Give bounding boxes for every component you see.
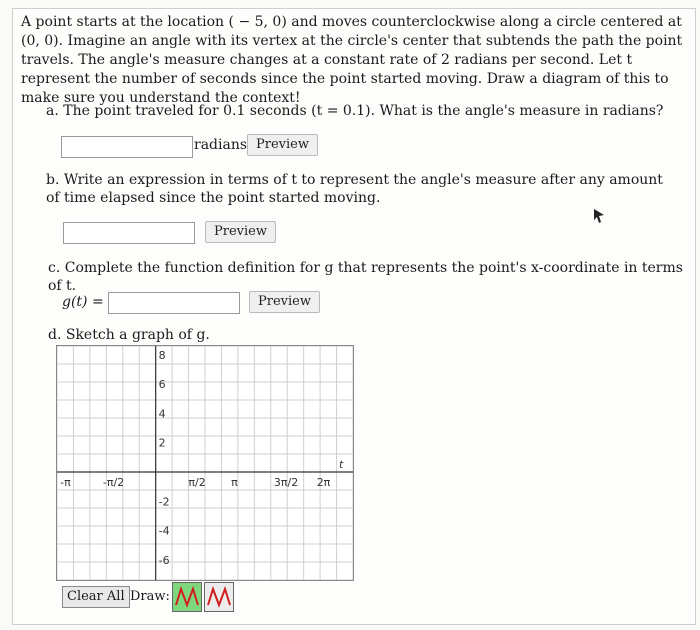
- part-a-answer-input[interactable]: [61, 136, 193, 158]
- part-c-answer-input[interactable]: [108, 292, 240, 314]
- x-tick-label: 3π/2: [273, 476, 299, 489]
- part-b-preview-button[interactable]: Preview: [205, 221, 276, 243]
- problem-intro: A point starts at the location ( − 5, 0) and moves counterclockwise along a circle centered at (0, 0). Imagine an angle with its vertex at the circle's center that subtends the path the point travels. The angle's measure changes at a constant rate of 2 radians per second. Let t represent the number of seconds since the point started moving. Draw a diagram of this to make sure you understand the context!: [21, 14, 683, 106]
- x-tick-label: -π: [60, 476, 71, 489]
- draw-toolbar: [62, 582, 240, 612]
- part-d-question: d. Sketch a graph of g.: [48, 327, 210, 343]
- part-b-question: b. Write an expression in terms of t to represent the angle's measure after any amount of time elapsed since the point started moving.: [46, 172, 663, 206]
- part-b-answer-input[interactable]: [63, 222, 195, 244]
- part-c-preview-button[interactable]: Preview: [249, 291, 320, 313]
- y-tick-label: 8: [158, 348, 166, 362]
- part-c-function-label: g(t) =: [62, 294, 104, 310]
- y-tick-label: 2: [158, 436, 166, 450]
- draw-label: Draw:: [130, 589, 170, 604]
- part-c-question: c. Complete the function definition for g that represents the point's x-coordinate in terms of t.: [48, 260, 683, 294]
- y-tick-label: -6: [158, 553, 170, 567]
- mouse-cursor-icon: [592, 207, 606, 225]
- wave-tool-button[interactable]: [204, 582, 234, 612]
- x-tick-label: -π/2: [102, 476, 125, 489]
- y-tick-label: -2: [158, 495, 170, 509]
- sketch-graph-canvas[interactable]: [56, 345, 354, 581]
- wave-icon: [205, 583, 233, 611]
- clear-all-button[interactable]: Clear All: [62, 586, 130, 608]
- y-tick-label: 6: [158, 378, 166, 392]
- y-tick-label: -4: [158, 524, 170, 538]
- part-a-unit-label: radians: [194, 137, 248, 153]
- graph-svg[interactable]: [57, 346, 353, 580]
- part-a-question: a. The point traveled for 0.1 seconds (t = 0.1). What is the angle's measure in radians?: [46, 103, 664, 119]
- part-a-preview-button[interactable]: Preview: [247, 134, 318, 156]
- x-tick-label: π/2: [188, 476, 206, 489]
- x-tick-label: π: [231, 476, 238, 489]
- y-tick-label: 4: [158, 407, 166, 421]
- x-axis-label: t: [339, 458, 344, 471]
- wave-icon: [173, 583, 201, 611]
- sine-wave-tool-button[interactable]: [172, 582, 202, 612]
- x-tick-label: 2π: [316, 476, 331, 489]
